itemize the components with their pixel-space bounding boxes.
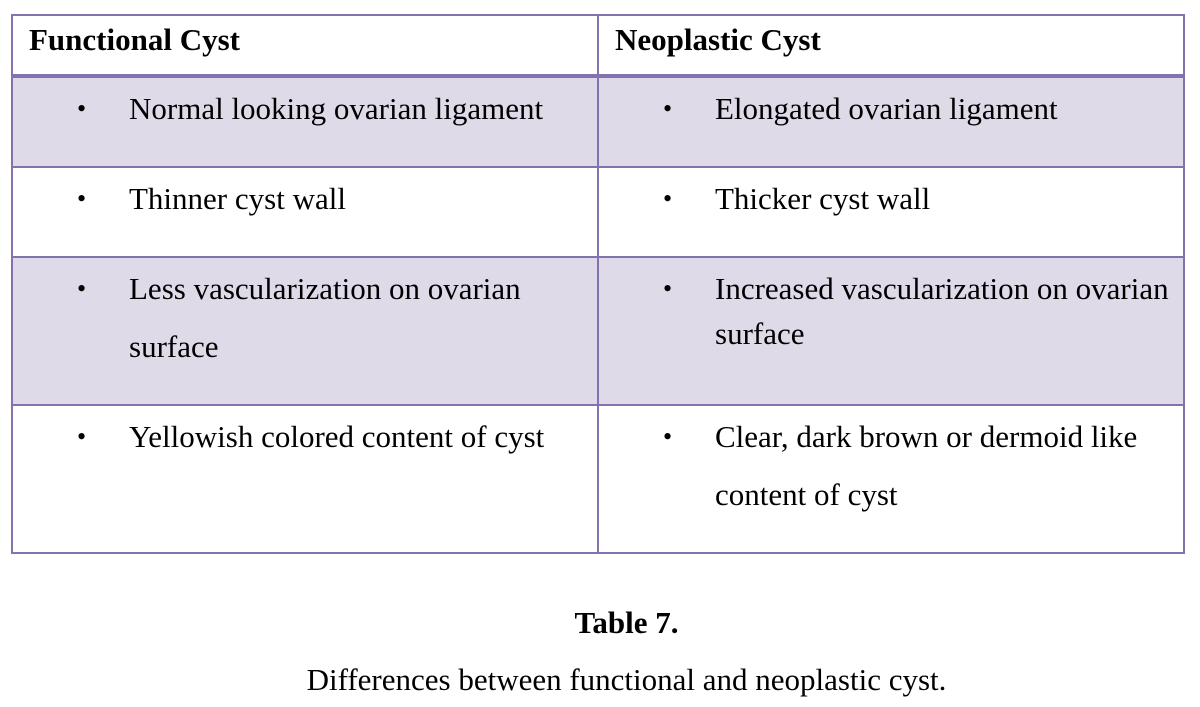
table-row [12,76,1184,167]
table-cell [12,167,598,257]
comparison-table [11,14,1185,554]
bullet-icon: • [663,274,673,303]
caption-text: Differences between functional and neoplastic cyst. [306,662,947,697]
cell-text: Thicker cyst wall [715,181,931,216]
bullet-icon: • [77,422,87,451]
caption-title: Table 7. [574,605,679,640]
header-functional-cyst: Functional Cyst [12,15,598,76]
table-cell [598,167,1184,257]
table-row [12,257,1184,405]
cell-text: Clear, dark brown or dermoid like content of cyst [715,419,1138,512]
cell-text: Elongated ovarian ligament [715,91,1058,126]
cell-text: Normal looking ovarian ligament [129,91,544,126]
bullet-icon: • [663,184,673,213]
table-cell [12,76,598,167]
table-cell [598,405,1184,553]
bullet-icon: • [663,422,673,451]
table-row [12,167,1184,257]
table-cell [12,405,598,553]
bullet-icon: • [663,94,673,123]
table-cell [598,257,1184,405]
cell-text: Yellowish colored content of cyst [129,419,545,454]
bullet-icon: • [77,94,87,123]
table-cell [598,76,1184,167]
table-cell [12,257,598,405]
cell-text: Less vascularization on ovarian surface [129,271,521,364]
cell-text: Thinner cyst wall [129,181,346,216]
cell-text: Increased vascularization on ovarian surface [715,271,1169,351]
bullet-icon: • [77,274,87,303]
bullet-icon: • [77,184,87,213]
header-neoplastic-cyst: Neoplastic Cyst [598,15,1184,76]
table-header-row [12,15,1184,76]
table-row [12,405,1184,553]
